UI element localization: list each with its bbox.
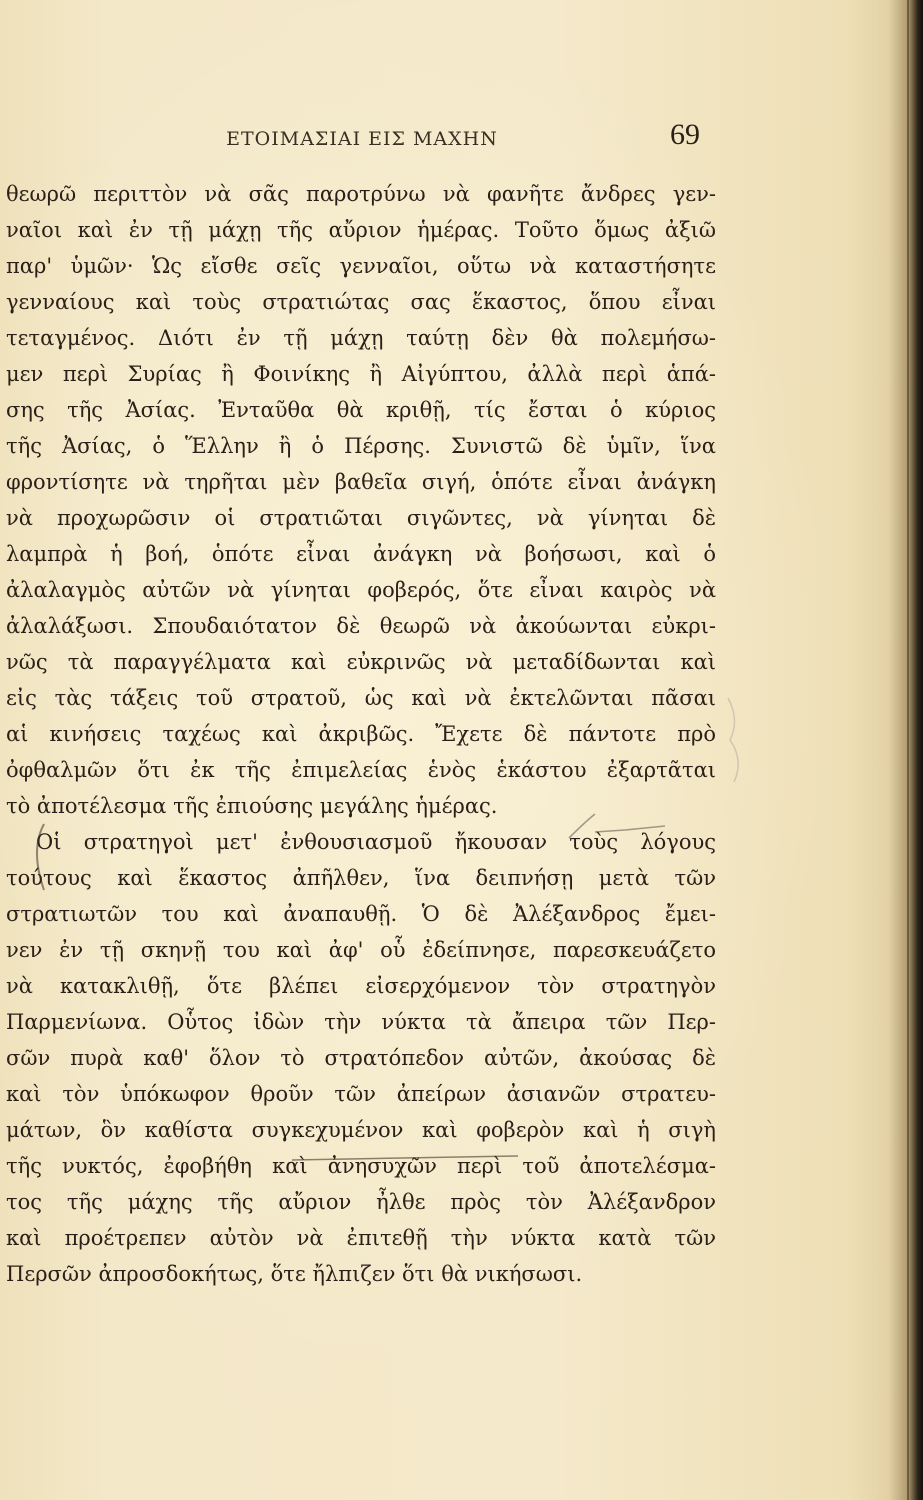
text-line: μεν περὶ Συρίας ἢ Φοινίκης ἢ Αἰγύπτου, ἀλλὰ περὶ ἁπά- [6, 362, 716, 386]
text-line: τος τῆς μάχης τῆς αὔριον ἦλθε πρὸς τὸν Ἀλέξανδρον [6, 1190, 716, 1214]
text-line: φροντίσητε νὰ τηρῆται μὲν βαθεῖα σιγή, ὁπότε εἶναι ἀνάγκη [6, 470, 716, 494]
pencil-stroke-mark [565, 812, 675, 842]
text-line: Παρμενίωνα. Οὗτος ἰδὼν τὴν νύκτα τὰ ἄπειρα τῶν Περ- [6, 1010, 716, 1034]
binding-shadow [889, 0, 923, 1500]
text-line: νὰ προχωρῶσιν οἱ στρατιῶται σιγῶντες, νὰ γίνηται δὲ [6, 506, 716, 530]
text-line: τῆς Ἀσίας, ὁ Ἕλλην ἢ ὁ Πέρσης. Συνιστῶ δὲ ὑμῖν, ἵνα [6, 434, 716, 458]
text-line: νεν ἐν τῇ σκηνῇ του καὶ ἀφ' οὗ ἐδείπνησε, παρεσκευάζετο [6, 938, 716, 962]
text-line: θεωρῶ περιττὸν νὰ σᾶς παροτρύνω νὰ φανῆτε ἄνδρες γεν- [6, 182, 716, 206]
text-line: ὀφθαλμῶν ὅτι ἐκ τῆς ἐπιμελείας ἑνὸς ἑκάστου ἐξαρτᾶται [6, 758, 716, 782]
text-line: μάτων, ὃν καθίστα συγκεχυμένον καὶ φοβερὸν καὶ ἡ σιγὴ [6, 1118, 716, 1142]
text-line: αἱ κινήσεις ταχέως καὶ ἀκριβῶς. Ἔχετε δὲ πάντοτε πρὸ [6, 722, 716, 746]
text-line: σης τῆς Ἀσίας. Ἐνταῦθα θὰ κριθῇ, τίς ἔσται ὁ κύριος [6, 398, 716, 422]
text-line: γενναίους καὶ τοὺς στρατιώτας σας ἕκαστος, ὅπου εἶναι [6, 290, 716, 314]
text-line: τούτους καὶ ἕκαστος ἀπῆλθεν, ἵνα δειπνήσῃ μετὰ τῶν [6, 866, 716, 890]
binding-edge [907, 0, 909, 1500]
text-line: τὸ ἀποτέλεσμα τῆς ἐπιούσης μεγάλης ἡμέρας. [6, 794, 498, 818]
margin-pencil-scribble [720, 690, 760, 790]
text-line: νῶς τὰ παραγγέλματα καὶ εὐκρινῶς νὰ μεταδίδωνται καὶ [6, 650, 716, 674]
pencil-underline-mark [290, 1148, 520, 1168]
text-line: παρ' ὑμῶν· Ὡς εἴσθε σεῖς γενναῖοι, οὕτω νὰ καταστήσητε [6, 254, 716, 278]
text-line: σῶν πυρὰ καθ' ὅλον τὸ στρατόπεδον αὐτῶν, ἀκούσας δὲ [6, 1046, 716, 1070]
text-line: καὶ τὸν ὑπόκωφον θροῦν τῶν ἀπείρων ἀσιανῶν στρατευ- [6, 1082, 716, 1106]
text-line: στρατιωτῶν του καὶ ἀναπαυθῇ. Ὁ δὲ Ἀλέξανδρος ἔμει- [6, 902, 716, 926]
text-line: Περσῶν ἀπροσδοκήτως, ὅτε ἤλπιζεν ὅτι θὰ νικήσωσι. [6, 1262, 583, 1286]
page-number: 69 [670, 118, 700, 151]
pencil-bracket-mark [26, 820, 50, 900]
text-line: ἀλαλαγμὸς αὐτῶν νὰ γίνηται φοβερός, ὅτε εἶναι καιρὸς νὰ [6, 578, 716, 602]
text-line: Οἱ στρατηγοὶ μετ' ἐνθουσιασμοῦ ἤκουσαν τοὺς λόγους [36, 830, 716, 854]
text-line: ἀλαλάξωσι. Σπουδαιότατον δὲ θεωρῶ νὰ ἀκούωνται εὐκρι- [6, 614, 716, 638]
running-head: ΕΤΟΙΜΑΣΙΑΙ ΕΙΣ ΜΑΧΗΝ [226, 128, 498, 150]
text-line: λαμπρὰ ἡ βοή, ὁπότε εἶναι ἀνάγκη νὰ βοήσωσι, καὶ ὁ [6, 542, 716, 566]
text-line: τεταγμένος. Διότι ἐν τῇ μάχῃ ταύτῃ δὲν θὰ πολεμήσω- [6, 326, 716, 350]
text-line: εἰς τὰς τάξεις τοῦ στρατοῦ, ὡς καὶ νὰ ἐκτελῶνται πᾶσαι [6, 686, 716, 710]
text-line: ναῖοι καὶ ἐν τῇ μάχῃ τῆς αὔριον ἡμέρας. Τοῦτο ὅμως ἀξιῶ [6, 218, 716, 242]
text-line: νὰ κατακλιθῇ, ὅτε βλέπει εἰσερχόμενον τὸν στρατηγὸν [6, 974, 716, 998]
text-line: καὶ προέτρεπεν αὐτὸν νὰ ἐπιτεθῇ τὴν νύκτα κατὰ τῶν [6, 1226, 716, 1250]
text-line: τῆς νυκτός, ἐφοβήθη καὶ ἀνησυχῶν περὶ τοῦ ἀποτελέσμα- [6, 1154, 716, 1178]
